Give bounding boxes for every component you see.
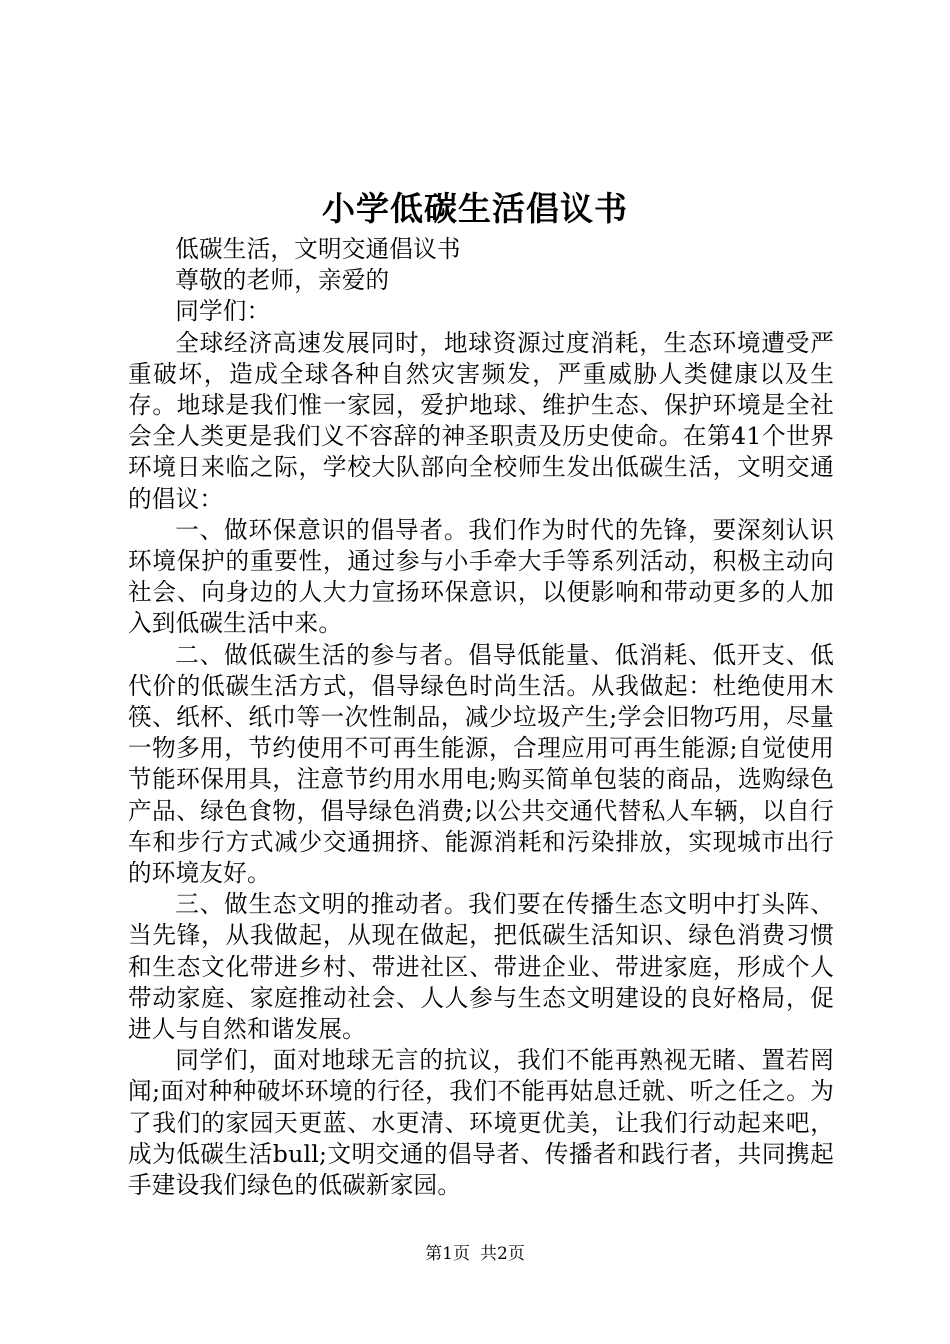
salutation-line: 尊敬的老师，亲爱的 — [175, 266, 390, 295]
page-total: 共2页 — [480, 1244, 525, 1264]
page-footer — [0, 1242, 950, 1266]
proposal-paragraph-3: 三、做生态文明的推动者。我们要在传播生态文明中打头阵、当先锋，从我做起，从现在做起，把低碳生活知识、绿色消费习惯和生态文化带进乡村、带进社区、带进企业、带进家庭，形成个人带动家庭、家庭推动社会、人人参与生态文明建设的良好格局，促进人与自然和谐发展。 — [128, 890, 834, 1044]
closing-paragraph: 同学们，面对地球无言的抗议，我们不能再熟视无睹、置若罔闻;面对种种破坏环境的行径，我们不能再姑息迁就、听之任之。为了我们的家园天更蓝、水更清、环境更优美，让我们行动起来吧，成为低碳生活bull;文明交通的倡导者、传播者和践行者，共同携起手建设我们绿色的低碳新家园。 — [128, 1046, 834, 1200]
document-title: 小学低碳生活倡议书 — [322, 189, 628, 228]
proposal-paragraph-1: 一、做环保意识的倡导者。我们作为时代的先锋，要深刻认识环境保护的重要性，通过参与小手牵大手等系列活动，积极主动向社会、向身边的人大力宣扬环保意识，以便影响和带动更多的人加入到低碳生活中来。 — [128, 515, 834, 638]
subtitle-line: 低碳生活，文明交通倡议书 — [175, 235, 461, 263]
page-number: 第1页 — [425, 1244, 470, 1264]
document-body — [128, 234, 834, 1201]
salutation-line-continued: 同学们： — [175, 297, 271, 326]
proposal-paragraph-2: 二、做低碳生活的参与者。倡导低能量、低消耗、低开支、低代价的低碳生活方式，倡导绿色时尚生活。从我做起：杜绝使用木筷、纸杯、纸巾等一次性制品，减少垃圾产生;学会旧物巧用，尽量一物多用，节约使用不可再生能源，合理应用可再生能源;自觉使用节能环保用具，注意节约用水用电;购买简单包装的商品，选购绿色产品、绿色食物，倡导绿色消费;以公共交通代替私人车辆，以自行车和步行方式减少交通拥挤、能源消耗和污染排放，实现城市出行的环境友好。 — [128, 640, 834, 888]
intro-paragraph: 全球经济高速发展同时，地球资源过度消耗，生态环境遭受严重破坏，造成全球各种自然灾害频发，严重威胁人类健康以及生存。地球是我们惟一家园，爱护地球、维护生态、保护环境是全社会全人类更是我们义不容辞的神圣职责及历史使命。在第41个世界环境日来临之际，学校大队部向全校师生发出低碳生活，文明交通的倡议： — [128, 328, 834, 513]
